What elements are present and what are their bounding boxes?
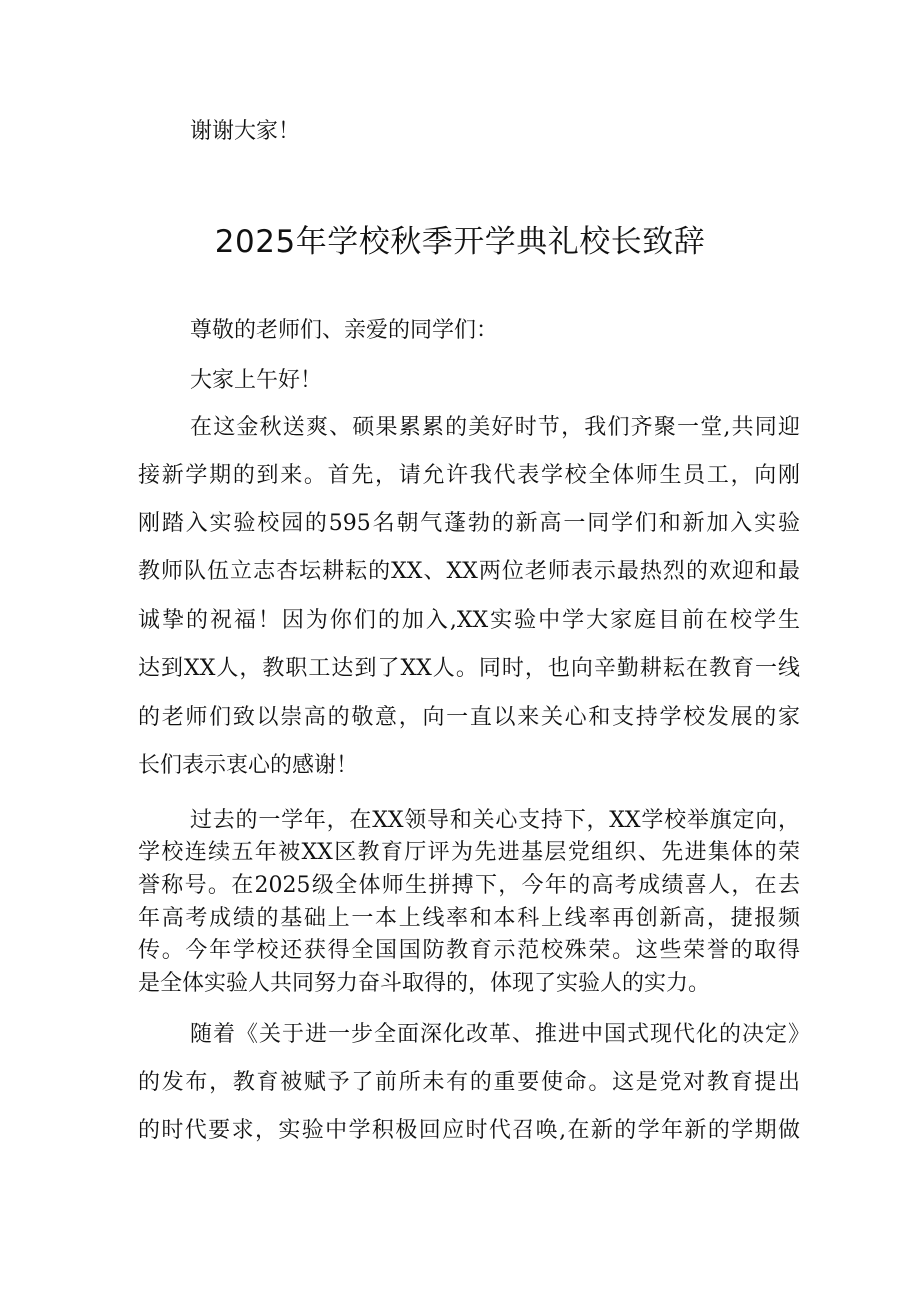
paragraph-1-line: 达到XX人，教职工达到了XX人。同时，也向辛勤耕耘在教育一线	[138, 656, 800, 681]
paragraph-3-line: 的时代要求，实验中学积极回应时代召唤,在新的学年新的学期做	[138, 1118, 800, 1143]
closing-line: 谢谢大家！	[190, 119, 301, 144]
paragraph-3-line: 的发布，教育被赋予了前所未有的重要使命。这是党对教育提出	[138, 1070, 800, 1095]
paragraph-1-line: 的老师们致以崇高的敬意，向一直以来关心和支持学校发展的家	[138, 705, 800, 730]
paragraph-1-line: 诚挚的祝福！因为你们的加入,XX实验中学大家庭目前在校学生	[138, 608, 800, 633]
page-title: 2025年学校秋季开学典礼校长致辞	[214, 224, 706, 260]
paragraph-3-line: 随着《关于进一步全面深化改革、推进中国式现代化的决定》	[190, 1022, 810, 1047]
paragraph-2-line: 传。今年学校还获得全国国防教育示范校殊荣。这些荣誉的取得	[138, 938, 800, 963]
greeting: 大家上午好！	[190, 368, 323, 393]
paragraph-1-line: 接新学期的到来。首先，请允许我代表学校全体师生员工，向刚	[138, 463, 800, 488]
paragraph-1-line: 长们表示衷心的感谢！	[138, 753, 359, 778]
paragraph-1-line: 在这金秋送爽、硕果累累的美好时节，我们齐聚一堂,共同迎	[190, 415, 800, 440]
paragraph-2-line: 是全体实验人共同努力奋斗取得的，体现了实验人的实力。	[138, 971, 711, 996]
paragraph-2-line: 誉称号。在2025级全体师生拼搏下，今年的高考成绩喜人，在去	[138, 873, 800, 898]
salutation: 尊敬的老师们、亲爱的同学们：	[190, 318, 499, 343]
paragraph-1-line: 教师队伍立志杏坛耕耘的XX、XX两位老师表示最热烈的欢迎和最	[138, 559, 800, 584]
paragraph-2-line: 学校连续五年被XX区教育厅评为先进基层党组织、先进集体的荣	[138, 840, 800, 865]
paragraph-2-line: 过去的一学年，在XX领导和关心支持下，XX学校举旗定向，	[190, 808, 800, 833]
paragraph-1-line: 刚踏入实验校园的595名朝气蓬勃的新高一同学们和新加入实验	[138, 511, 800, 536]
paragraph-2-line: 年高考成绩的基础上一本上线率和本科上线率再创新高，捷报频	[138, 906, 800, 931]
